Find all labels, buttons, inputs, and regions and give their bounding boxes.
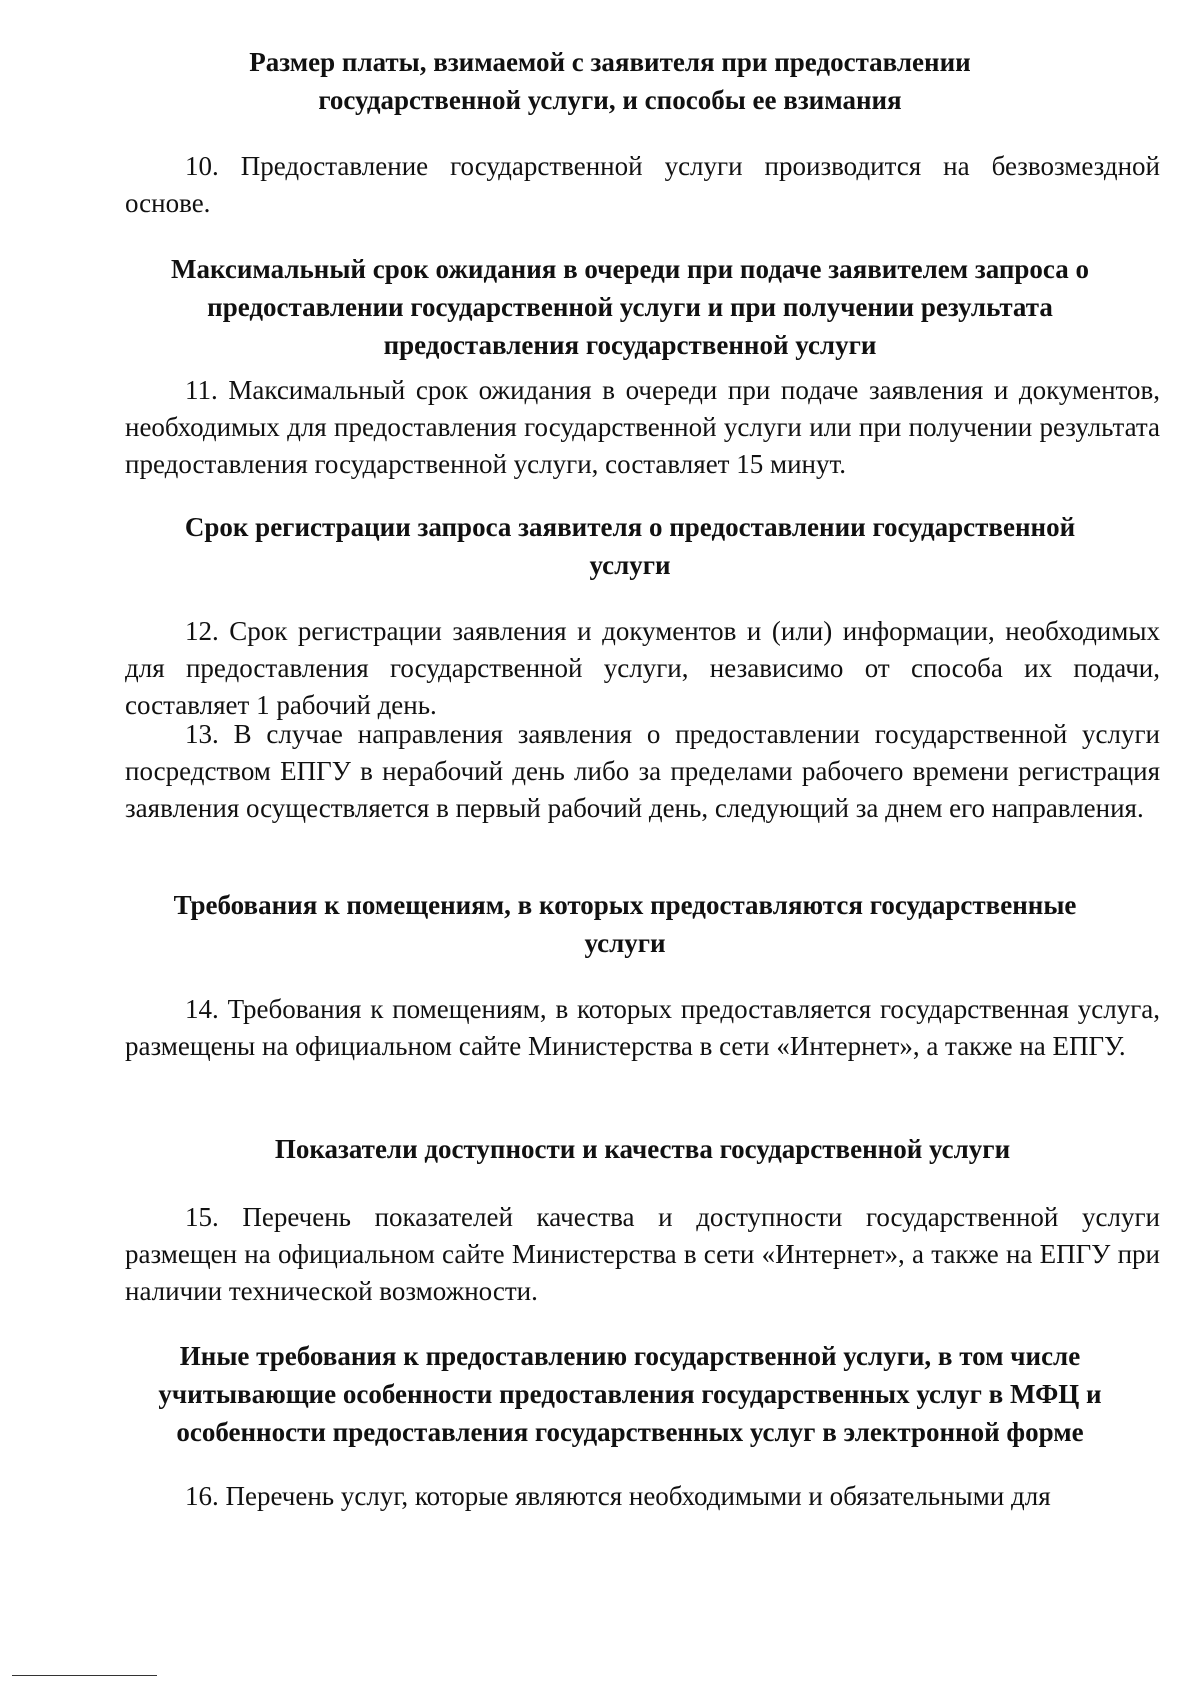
section-heading-queue-time: Максимальный срок ожидания в очереди при подаче заявителем запроса о предоставлении государственной услуги и при получении результата предоставления государственной услуги [170, 254, 1089, 360]
paragraph-11: 11. Максимальный срок ожидания в очереди при подаче заявления и документов, необходимых для предоставления государственной услуги или при получении результата предоставления государственной услуги, составляет 15 минут. [125, 375, 1160, 479]
paragraph-10: 10. Предоставление государственной услуги производится на безвозмездной основе. [125, 151, 1160, 218]
paragraph-14: 14. Требования к помещениям, в которых предоставляется государственная услуга, размещены на официальном сайте Министерства в сети «Интернет», а также на ЕПГУ. [125, 994, 1160, 1061]
section-heading-fee: Размер платы, взимаемой с заявителя при предоставлении государственной услуги, и способы ее взимания [249, 47, 971, 115]
section-heading-registration: Срок регистрации запроса заявителя о предоставлении государственной услуги [184, 512, 1076, 580]
section-heading-other-requirements: Иные требования к предоставлению государственной услуги, в том числе учитывающие особенности предоставления государственных услуг в МФЦ и особенности предоставления государственных услуг в электронной форме [158, 1341, 1102, 1447]
paragraph-13: 13. В случае направления заявления о предоставлении государственной услуги посредством ЕПГУ в нерабочий день либо за пределами рабочего времени регистрация заявления осуществляется в первый рабочий день, следующий за днем его направления. [125, 719, 1160, 823]
footer-rule [12, 1675, 157, 1676]
paragraph-15: 15. Перечень показателей качества и доступности государственной услуги размещен на официальном сайте Министерства в сети «Интернет», а также на ЕПГУ при наличии технической возможности. [125, 1202, 1160, 1306]
section-heading-quality: Показатели доступности и качества государственной услуги [274, 1134, 1011, 1164]
paragraph-16: 16. Перечень услуг, которые являются необходимыми и обязательными для [185, 1481, 1051, 1511]
paragraph-12: 12. Срок регистрации заявления и документов и (или) информации, необходимых для предоставления государственной услуги, независимо от способа их подачи, составляет 1 рабочий день. [125, 616, 1160, 720]
section-heading-premises: Требования к помещениям, в которых предоставляются государственные услуги [173, 890, 1077, 958]
